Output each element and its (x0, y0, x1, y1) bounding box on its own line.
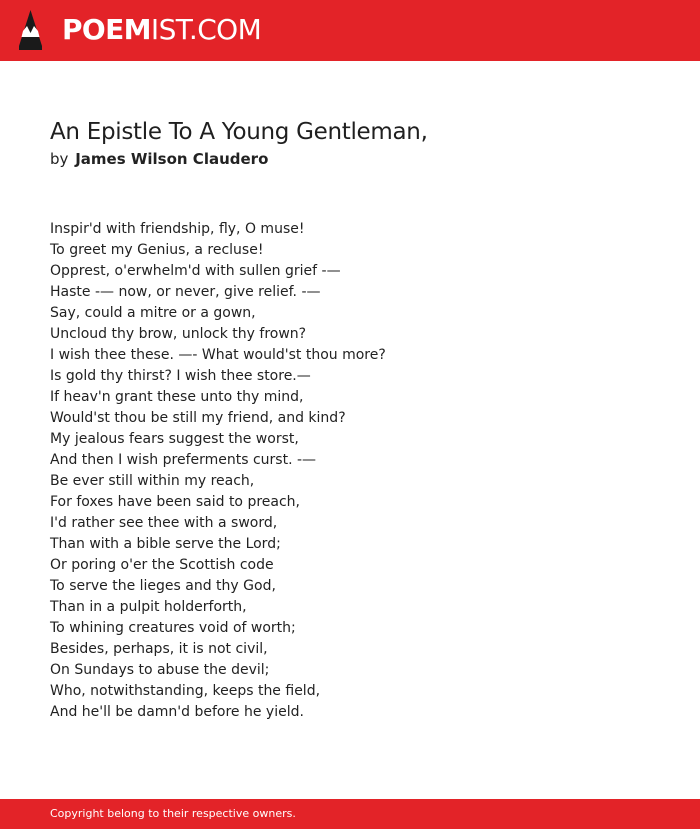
poem-line: Would'st thou be still my friend, and kind? (50, 410, 346, 426)
poem-line: If heav'n grant these unto thy mind, (50, 389, 304, 405)
poem-line: To serve the lieges and thy God, (50, 578, 276, 594)
poem-line: Opprest, o'erwhelm'd with sullen grief -— (50, 263, 341, 279)
site-footer (0, 799, 700, 829)
pencil-tip-icon (17, 8, 44, 52)
brand-name-light: IST.COM (150, 13, 262, 46)
copyright-notice: Copyright belong to their respective owners. (50, 807, 296, 820)
poem-line: Who, notwithstanding, keeps the field, (50, 683, 321, 699)
poem-title: An Epistle To A Young Gentleman, (50, 119, 428, 145)
poem-line: To greet my Genius, a recluse! (50, 242, 264, 258)
poem-line: And then I wish preferments curst. -— (50, 452, 317, 468)
poem-line: Uncloud thy brow, unlock thy frown? (50, 326, 307, 342)
poem-line: My jealous fears suggest the worst, (50, 431, 299, 447)
poem-line: I'd rather see thee with a sword, (50, 515, 278, 531)
poem-line: Or poring o'er the Scottish code (50, 557, 274, 573)
brand-name (62, 8, 261, 52)
site-logo[interactable] (17, 8, 261, 52)
poem-line: Than in a pulpit holderforth, (50, 599, 247, 615)
poem-body (50, 219, 386, 723)
poem-line: And he'll be damn'd before he yield. (50, 704, 304, 720)
poem-line: I wish thee these. —- What would'st thou more? (50, 347, 386, 363)
by-label: by (50, 150, 69, 168)
poem-line: To whining creatures void of worth; (50, 620, 296, 636)
poem-line: Is gold thy thirst? I wish thee store.— (50, 368, 311, 384)
poem-line: Than with a bible serve the Lord; (50, 536, 281, 552)
poem-line: For foxes have been said to preach, (50, 494, 300, 510)
poem-line: On Sundays to abuse the devil; (50, 662, 270, 678)
site-header (0, 0, 700, 61)
brand-name-bold: POEM (62, 13, 151, 46)
poem-line: Say, could a mitre or a gown, (50, 305, 256, 321)
poem-byline (50, 149, 268, 169)
poem-author: James Wilson Claudero (75, 150, 269, 168)
poem-line: Be ever still within my reach, (50, 473, 255, 489)
poem-line: Haste -— now, or never, give relief. -— (50, 284, 321, 300)
poem-line: Besides, perhaps, it is not civil, (50, 641, 268, 657)
poem-line: Inspir'd with friendship, fly, O muse! (50, 221, 305, 237)
